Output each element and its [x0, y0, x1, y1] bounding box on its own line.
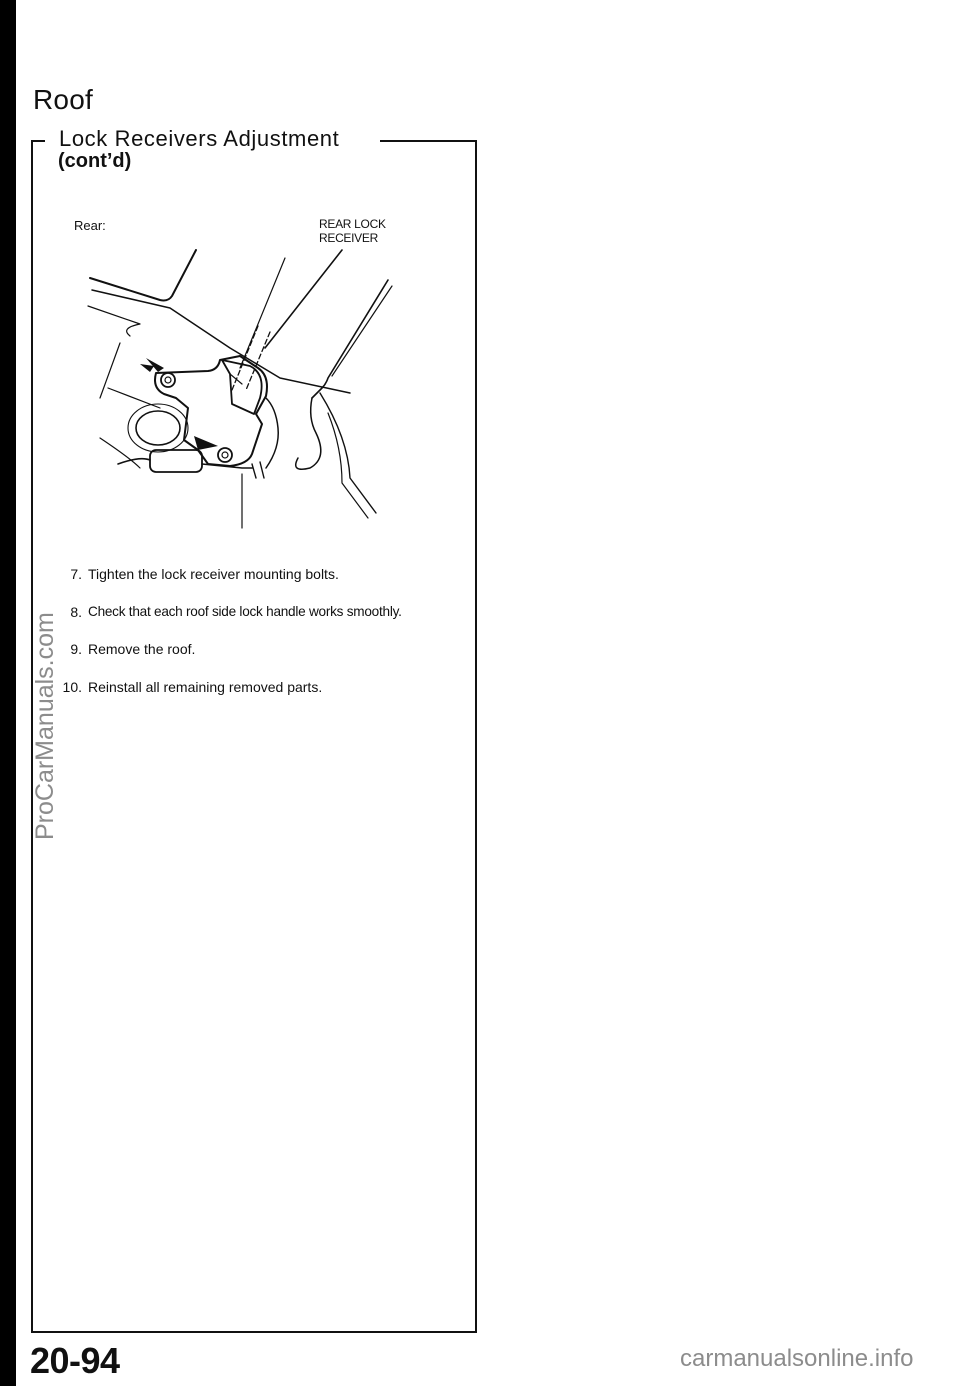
frame-top-right-rule [380, 140, 475, 142]
step-number: 9. [70, 641, 82, 657]
footer-watermark: carmanualsonline.info [680, 1345, 914, 1372]
step-text: Remove the roof. [88, 641, 196, 657]
step-item [54, 566, 474, 604]
scan-edge-bar [0, 0, 16, 1386]
figure-view-label: Rear: [74, 218, 106, 233]
step-text: Check that each roof side lock handle works smoothly. [88, 603, 402, 619]
callout-line-2: RECEIVER [319, 231, 378, 245]
step-item [54, 604, 474, 642]
procedure-steps [54, 566, 474, 716]
page-number: 20-94 [30, 1340, 120, 1381]
step-number: 10. [62, 678, 82, 695]
page-title: Roof [33, 84, 93, 115]
step-number: 7. [70, 566, 82, 582]
step-number: 8. [70, 603, 82, 620]
arrow-indicator-icon [140, 358, 164, 372]
step-text: Tighten the lock receiver mounting bolts. [88, 566, 339, 582]
step-item [54, 641, 474, 679]
bolt-icon [161, 373, 175, 387]
lock-receiver-illustration [80, 228, 440, 538]
side-watermark: ProCarManuals.com [31, 612, 59, 840]
step-text: Reinstall all remaining removed parts. [88, 678, 323, 695]
section-subtitle: (cont’d) [58, 150, 132, 172]
step-item [54, 679, 474, 717]
bolt-icon [218, 448, 232, 462]
callout-line-1: REAR LOCK [319, 217, 386, 231]
arrow-indicator-icon [194, 436, 218, 450]
section-title: Lock Receivers Adjustment [59, 126, 340, 151]
frame-top-left-rule [31, 140, 45, 142]
